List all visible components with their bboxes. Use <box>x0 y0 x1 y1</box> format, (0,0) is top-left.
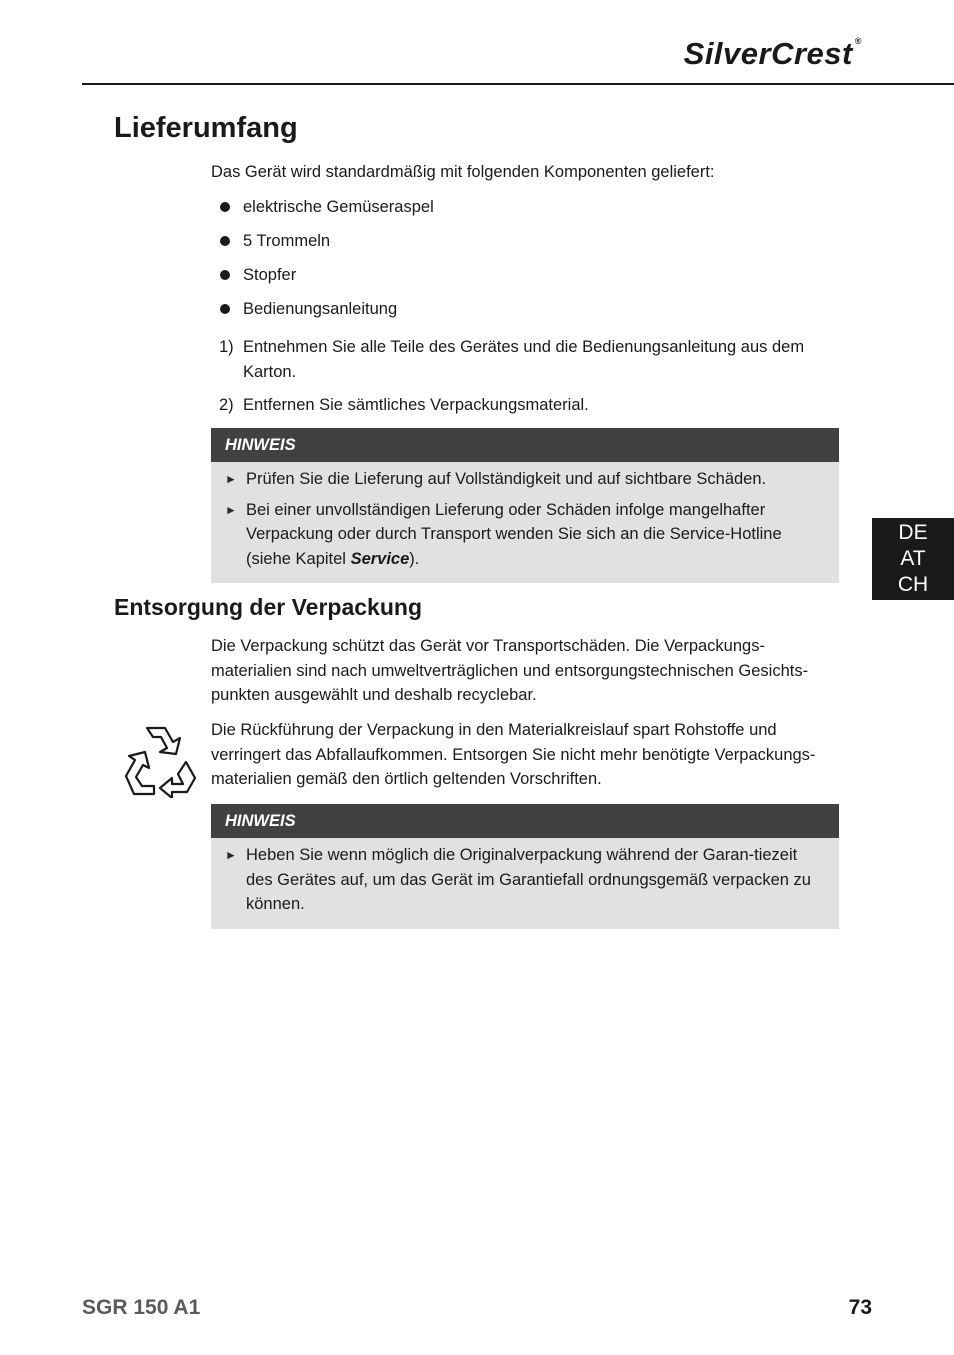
steps-list <box>211 335 841 427</box>
section-title-lieferumfang: Lieferumfang <box>114 112 298 144</box>
note-box-delivery <box>211 428 839 583</box>
packaging-paragraph: Die Verpackung schützt das Gerät vor Transportschäden. Die Verpackungs-materialien sind nach umweltverträglichen und entsorgungstechnischen Gesichts-punkten ausgewählt und deshalb recyclebar. <box>211 637 809 704</box>
bullet-icon <box>220 202 230 212</box>
arrow-right-icon: ► <box>225 848 237 862</box>
bullet-icon <box>220 270 230 280</box>
arrow-right-icon: ► <box>225 472 237 486</box>
list-item: Stopfer <box>211 263 434 297</box>
bullet-icon <box>220 304 230 314</box>
note-item: ► Bei einer unvollständigen Lieferung oder Schäden infolge mangelhafter Verpackung oder durch Transport wenden Sie sich an die Service-Hotline (siehe Kapitel Service). <box>225 498 821 572</box>
step-item: 1) Entnehmen Sie alle Teile des Gerätes und die Bedienungsanleitung aus dem Karton. <box>219 338 805 381</box>
section-title-entsorgung: Entsorgung der Verpackung <box>114 594 422 620</box>
footer-model: SGR 150 A1 <box>82 1296 201 1319</box>
step-item: 2) Entfernen Sie sämtliches Verpackungsmaterial. <box>219 396 589 414</box>
list-item: 5 Trommeln <box>211 229 434 263</box>
language-tab: DE AT CH <box>872 518 954 600</box>
note-title: HINWEIS <box>211 428 839 462</box>
header-rule <box>82 83 954 85</box>
recycle-icon <box>120 720 202 798</box>
list-item: Bedienungsanleitung <box>211 297 434 331</box>
note-item: ► Prüfen Sie die Lieferung auf Vollständigkeit und auf sichtbare Schäden. <box>225 467 821 492</box>
brand-logo: SilverCrest ® <box>683 36 862 71</box>
bullet-icon <box>220 236 230 246</box>
note-box-packaging <box>211 804 839 929</box>
list-item: elektrische Gemüseraspel <box>211 195 434 229</box>
recycling-paragraph: Die Rückführung der Verpackung in den Materialkreislauf spart Rohstoffe und verringert das Abfallaufkommen. Entsorgen Sie nicht mehr benötigte Verpackungs-materialien gemäß den örtlich geltenden Vorschriften. <box>211 721 816 788</box>
arrow-right-icon: ► <box>225 502 237 517</box>
page-number: 73 <box>848 1296 872 1319</box>
intro-text: Das Gerät wird standardmäßig mit folgenden Komponenten geliefert: <box>211 163 715 181</box>
note-title: HINWEIS <box>211 804 839 838</box>
components-list <box>211 195 434 331</box>
service-reference: Service <box>350 549 410 568</box>
note-item: ► Heben Sie wenn möglich die Originalverpackung während der Garan-tiezeit des Gerätes auf, um das Gerät im Garantiefall ordnungsgemäß verpacken zu können. <box>225 843 821 917</box>
